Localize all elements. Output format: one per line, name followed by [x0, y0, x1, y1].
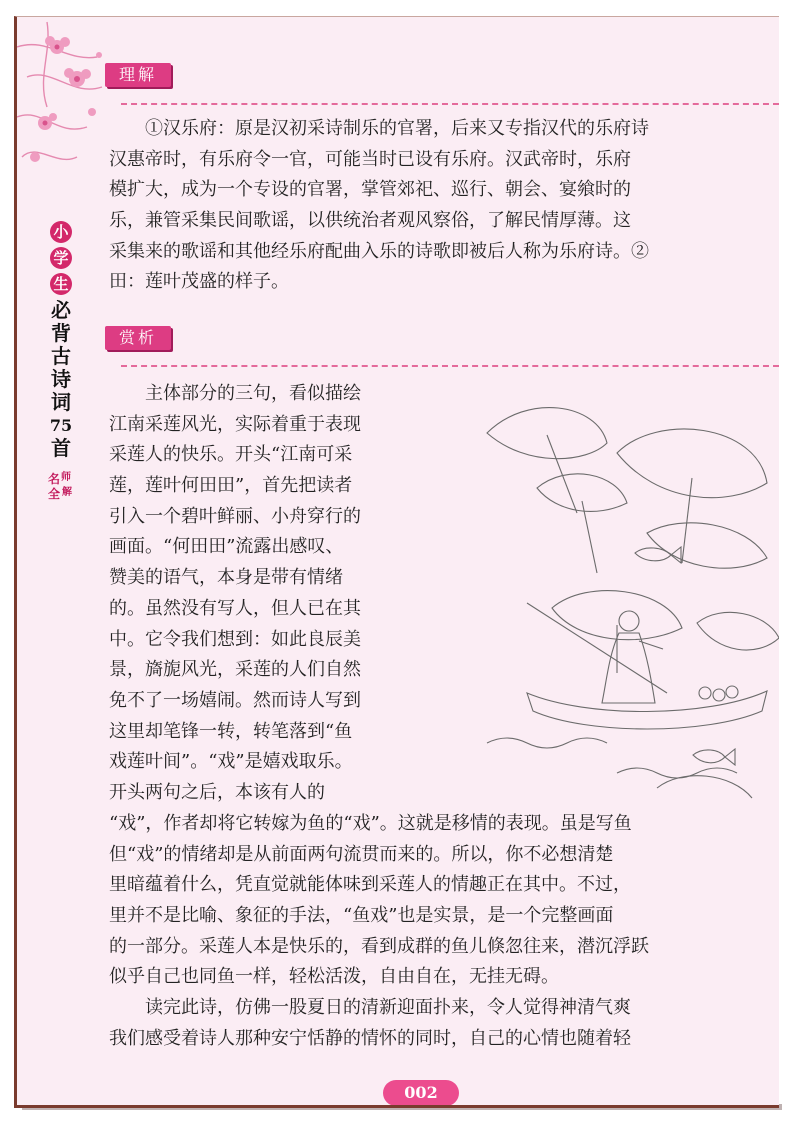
understanding-tag: 理解 — [105, 63, 171, 87]
text-line: 我们感受着诗人那种安宁恬静的情怀的同时，自己的心情也随着轻 — [109, 1027, 631, 1049]
section-divider — [121, 103, 779, 105]
title-char: 词 — [51, 390, 71, 414]
text-line: 采莲人的快乐。开头“江南可采 — [109, 444, 353, 466]
text-line: 画面。“何田田”流露出感叹、 — [109, 536, 344, 558]
title-char: 诗 — [51, 367, 71, 391]
text-line: 这里却笔锋一转，转笔落到“鱼 — [109, 720, 353, 742]
text-line: 免不了一场嬉闹。然而诗人写到 — [109, 689, 361, 711]
text-line: 江南采莲风光，实际着重于表现 — [109, 413, 361, 435]
text-line: 的。虽然没有写人，但人已在其 — [109, 597, 361, 619]
seal-char: 全 — [48, 487, 61, 501]
mingshi-seal — [47, 468, 75, 502]
appreciation-tag: 赏析 — [105, 326, 171, 350]
text-line: 引入一个碧叶鲜丽、小舟穿行的 — [109, 505, 361, 527]
text-line: 模扩大，成为一个专设的官署，掌管郊祀、巡行、朝会、宴飨时的 — [109, 179, 631, 201]
text-line: “戏”，作者却将它转嫁为鱼的“戏”。这就是移情的表现。虽是写鱼 — [109, 813, 632, 834]
title-char: 古 — [51, 344, 71, 368]
text-line: 里并不是比喻、象征的手法，“鱼戏”也是实景，是一个完整画面 — [109, 905, 614, 927]
text-line: 开头两句之后，本该有人的 — [109, 781, 325, 803]
title-badge: 学 — [50, 247, 72, 269]
appreciation-paragraph-full — [109, 809, 649, 1055]
appreciation-paragraph-wrapped — [109, 379, 361, 809]
text-line: 的一部分。采莲人本是快乐的，看到成群的鱼儿倏忽往来，潜沉浮跃 — [109, 935, 649, 957]
title-char: 必 — [51, 298, 71, 322]
lotus-leaf — [657, 776, 752, 798]
book-page — [14, 16, 779, 1108]
lotus-leaf — [647, 523, 767, 568]
text-line: ①汉乐府：原是汉初采诗制乐的官署，后来又专指汉代的乐府诗 — [145, 118, 649, 139]
lotus-leaf — [617, 429, 767, 498]
seal-char: 师 — [61, 472, 71, 483]
lotus-leaf — [697, 612, 779, 650]
title-badge: 生 — [50, 273, 72, 295]
lotus-leaf — [487, 408, 607, 459]
text-line: 里暗蕴着什么，凭直觉就能体味到采莲人的情趣正在其中。不过， — [109, 874, 631, 896]
text-line: 乐，兼管采集民间歌谣，以供统治者观风察俗，了解民情厚薄。这 — [109, 210, 631, 232]
lotus-boat-illustration — [467, 393, 779, 803]
lotus-leaf — [537, 474, 627, 512]
text-line: 田：莲叶茂盛的样子。 — [109, 271, 289, 293]
text-line: 但“戏”的情绪却是从前面两句流贯而来的。所以，你不必想清楚 — [109, 843, 614, 865]
title-char: 首 — [51, 436, 71, 460]
understanding-paragraph — [109, 114, 649, 298]
fish-icon — [693, 749, 735, 765]
title-badge: 小 — [50, 221, 72, 243]
text-line: 似乎自己也同鱼一样，轻松活泼，自由自在，无挂无碍。 — [109, 966, 559, 988]
seal-char: 名 — [48, 472, 61, 486]
woman-figure — [619, 611, 639, 631]
title-char: 背 — [51, 321, 71, 345]
boat — [527, 691, 767, 729]
series-title — [45, 221, 77, 502]
fish-icon — [635, 547, 681, 563]
text-line: 赞美的语气，本身是带有情绪 — [109, 567, 343, 589]
text-line: 读完此诗，仿佛一股夏日的清新迎面扑来，令人觉得神清气爽 — [145, 997, 631, 1019]
text-line: 景，旖旎风光，采莲的人们自然 — [109, 659, 361, 681]
page-number: 002 — [383, 1080, 459, 1106]
text-line: 主体部分的三句，看似描绘 — [145, 383, 361, 404]
text-line: 莲，莲叶何田田”，首先把读者 — [109, 475, 353, 497]
text-line: 汉惠帝时，有乐府令一官，可能当时已设有乐府。汉武帝时，乐府 — [109, 148, 631, 170]
title-char: 75 — [49, 416, 73, 435]
seal-char: 解 — [62, 487, 72, 498]
text-line: 中。它令我们想到：如此良辰美 — [109, 628, 361, 650]
section-divider — [121, 365, 779, 367]
text-line: 采集来的歌谣和其他经乐府配曲入乐的诗歌即被后人称为乐府诗。② — [109, 240, 649, 262]
text-line: 戏莲叶间”。“戏”是嬉戏取乐。 — [109, 751, 353, 773]
